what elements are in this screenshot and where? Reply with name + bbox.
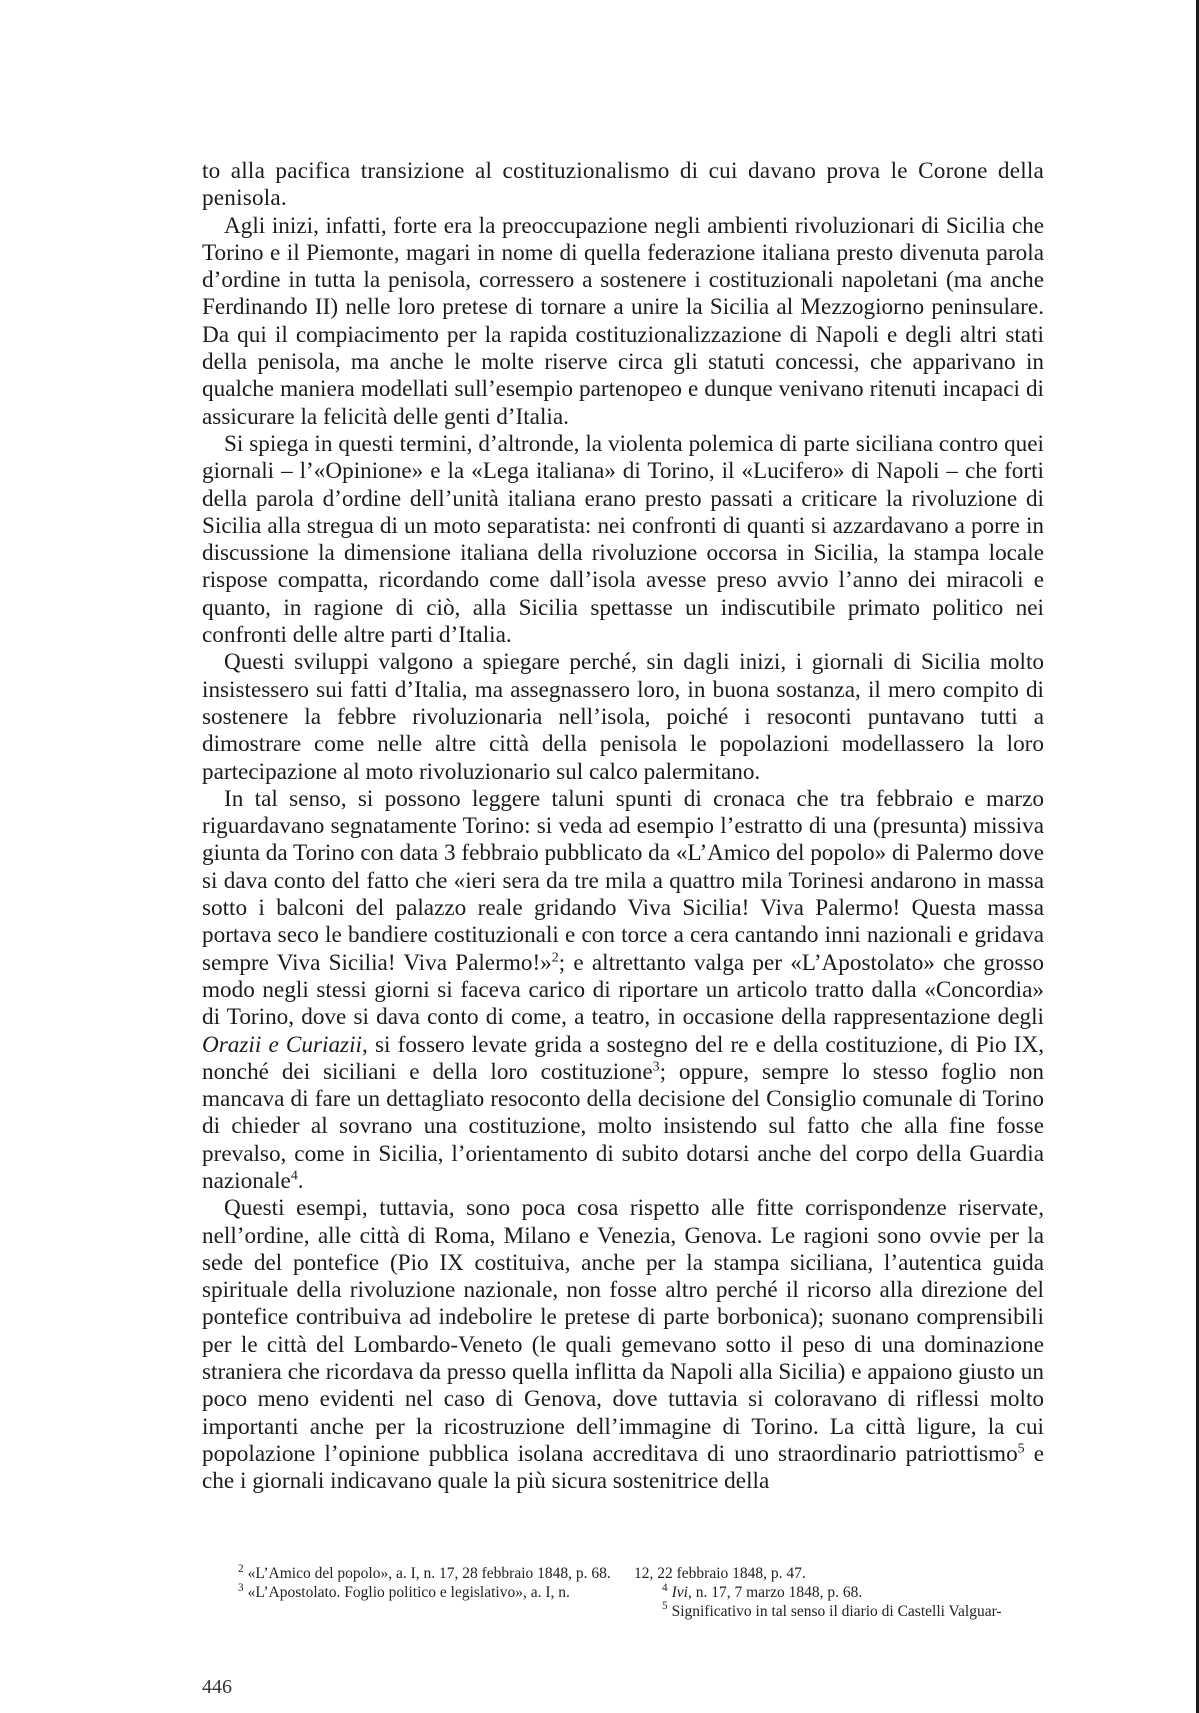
footnote-2-text: «L’Amico del popolo», a. I, n. 17, 28 febbraio 1848, p. 68.: [247, 1565, 611, 1582]
page-number-wrap: [202, 1676, 232, 1699]
footnote-5-number: 5: [662, 1600, 668, 1613]
paragraph-4: Questi sviluppi valgono a spiegare perché, sin dagli inizi, i giornali di Sicilia molto insistessero sui fatti d’Italia, ma assegnassero loro, in buona sostanza, il mero compito di sostenere la febbre rivoluzionaria nell’isola, poiché i resoconti puntavano tutti a dimostrare come nelle altre città della penisola le popolazioni modellassero la loro partecipazione al moto rivoluzionario sul calco palermitano.: [202, 649, 1044, 785]
paragraph-5-part-c: , si fossero levate grida a sostegno del re e della costituzione, di Pio IX, nonché dei siciliani e della loro costituzione: [202, 1031, 1044, 1085]
paragraph-5: [202, 786, 1044, 1195]
paragraph-5-part-a: In tal senso, si possono leggere taluni spunti di cronaca che tra febbraio e marzo riguardavano segnatamente Torino: si veda ad esempio l’estratto di una (presunta) missiva giunta da Torino con data 3 febbraio pubblicato da «L’Amico del popolo» di Palermo dove si dava conto del fatto che «ieri sera da tre mila a quattro mila Torinesi andarono in massa sotto i balconi del palazzo reale gridando Viva Sicilia! Viva Palermo! Questa massa portava seco le bandiere costituzionali e con torce a cera cantando inni nazionali e gridava sempre Viva Sicilia! Viva Palermo!»: [202, 785, 1044, 976]
footnote-ref-5: 5: [1017, 1441, 1025, 1457]
footnote-5: [634, 1600, 1044, 1622]
paragraph-5-part-d: ; oppure, sempre lo stesso foglio non mancava di fare un dettagliato resoconto della decisione del Consiglio comunale di Torino di chieder al sovrano una costituzione, molto insistendo sul fatto che alla fine fosse prevalso, come in Sicilia, l’orientamento di subito dotarsi anche del corpo della Guardia nazionale: [202, 1058, 1044, 1194]
play-title: Orazii e Curiazii: [202, 1031, 362, 1058]
footnote-2: [202, 1562, 612, 1584]
footnotes-right-column: [634, 1565, 1044, 1621]
footnote-3: [202, 1581, 612, 1603]
footnote-ref-3: 3: [652, 1059, 660, 1075]
footnote-3-text: «L’Apostolato. Foglio politico e legislativo», a. I, n.: [247, 1583, 570, 1601]
footnote-ref-4: 4: [290, 1168, 298, 1184]
body-text: [202, 158, 1044, 1496]
footnote-4: [634, 1581, 1044, 1603]
paragraph-3: Si spiega in questi termini, d’altronde, la violenta polemica di parte siciliana contro quei giornali – l’«Opinione» e la «Lega italiana» di Torino, il «Lucifero» di Napoli – che forti della parola d’ordine dell’unità italiana erano presto passati a criticare la rivoluzione di Sicilia alla stregua di un moto separatista: nei confronti di quanti si azzardavano a porre in discussione la dimensione italiana della rivoluzione occorsa in Sicilia, la stampa locale rispose compatta, ricordando come dall’isola avesse preso avvio l’anno dei miracoli e quanto, in ragione di ciò, alla Sicilia spettasse un indiscutibile primato politico nei confronti delle altre parti d’Italia.: [202, 430, 1044, 649]
footnote-4-ivi: Ivi: [671, 1583, 688, 1601]
footnotes-left-column: [202, 1562, 612, 1603]
page-number: 446: [202, 1676, 232, 1698]
paragraph-6: [202, 1195, 1044, 1495]
footnote-5-text: Significativo in tal senso il diario di Castelli Valguar-: [671, 1602, 1002, 1620]
footnote-4-number: 4: [662, 1581, 668, 1594]
footnote-4-text: , n. 17, 7 marzo 1848, p. 68.: [687, 1583, 863, 1601]
footnote-ref-2: 2: [551, 949, 559, 965]
footnote-3-number: 3: [238, 1581, 244, 1594]
paragraph-2: Agli inizi, infatti, forte era la preoccupazione negli ambienti rivoluzionari di Sicilia che Torino e il Piemonte, magari in nome di quella federazione italiana presto divenuta parola d’ordine in tutta la penisola, corressero a sostenere i costituzionali napoletani (ma anche Ferdinando II) nelle loro pretese di tornare a unire la Sicilia al Mezzogiorno peninsulare. Da qui il compiacimento per la rapida costituzionalizzazione di Napoli e degli altri stati della penisola, ma anche le molte riserve circa gli statuti concessi, che apparivano in qualche maniera modellati sull’esempio partenopeo e dunque venivano ritenuti incapaci di assicurare la felicità delle genti d’Italia.: [202, 212, 1044, 430]
paragraph-6-part-b: e che i giornali indicavano quale la più sicura sostenitrice della: [202, 1440, 1044, 1495]
footnote-3-continued: 12, 22 febbraio 1848, p. 47.: [634, 1565, 806, 1582]
paragraph-1: to alla pacifica transizione al costituzionalismo di cui davano prova le Corone della penisola.: [202, 158, 1044, 212]
paragraph-6-part-a: Questi esempi, tuttavia, sono poca cosa rispetto alle fitte corrispondenze riservate, nell’ordine, alle città di Roma, Milano e Venezia, Genova. Le ragioni sono ovvie per la sede del pontefice (Pio IX costituiva, anche per la stampa siciliana, l’autentica guida spirituale della rivoluzione nazionale, non fosse altro perché il ricorso alla direzione del pontefice contribuiva ad indebolire le pretese di parte borbonica); suonano comprensibili per le città del Lombardo-Veneto (le quali gemevano sotto il peso di una dominazione straniera che ricordava da presso quella inflitta da Napoli alla Sicilia) e appaiono giusto un poco meno evidenti nel caso di Genova, dove tuttavia si coloravano di riflessi molto importanti anche per la ricostruzione dell’immagine di Torino. La città ligure, la cui popolazione l’opinione pubblica isolana accreditava di uno straordinario patriottismo: [202, 1195, 1044, 1467]
paragraph-5-part-e: .: [297, 1167, 304, 1194]
footnote-2-number: 2: [238, 1562, 244, 1575]
paragraph-5-part-b: ; e altrettanto valga per «L’Apostolato» che grosso modo negli stessi giorni si faceva carico di riportare un articolo tratto dalla «Concordia» di Torino, dove si dava conto di come, a teatro, in occasione della rappresentazione degli: [202, 949, 1044, 1031]
